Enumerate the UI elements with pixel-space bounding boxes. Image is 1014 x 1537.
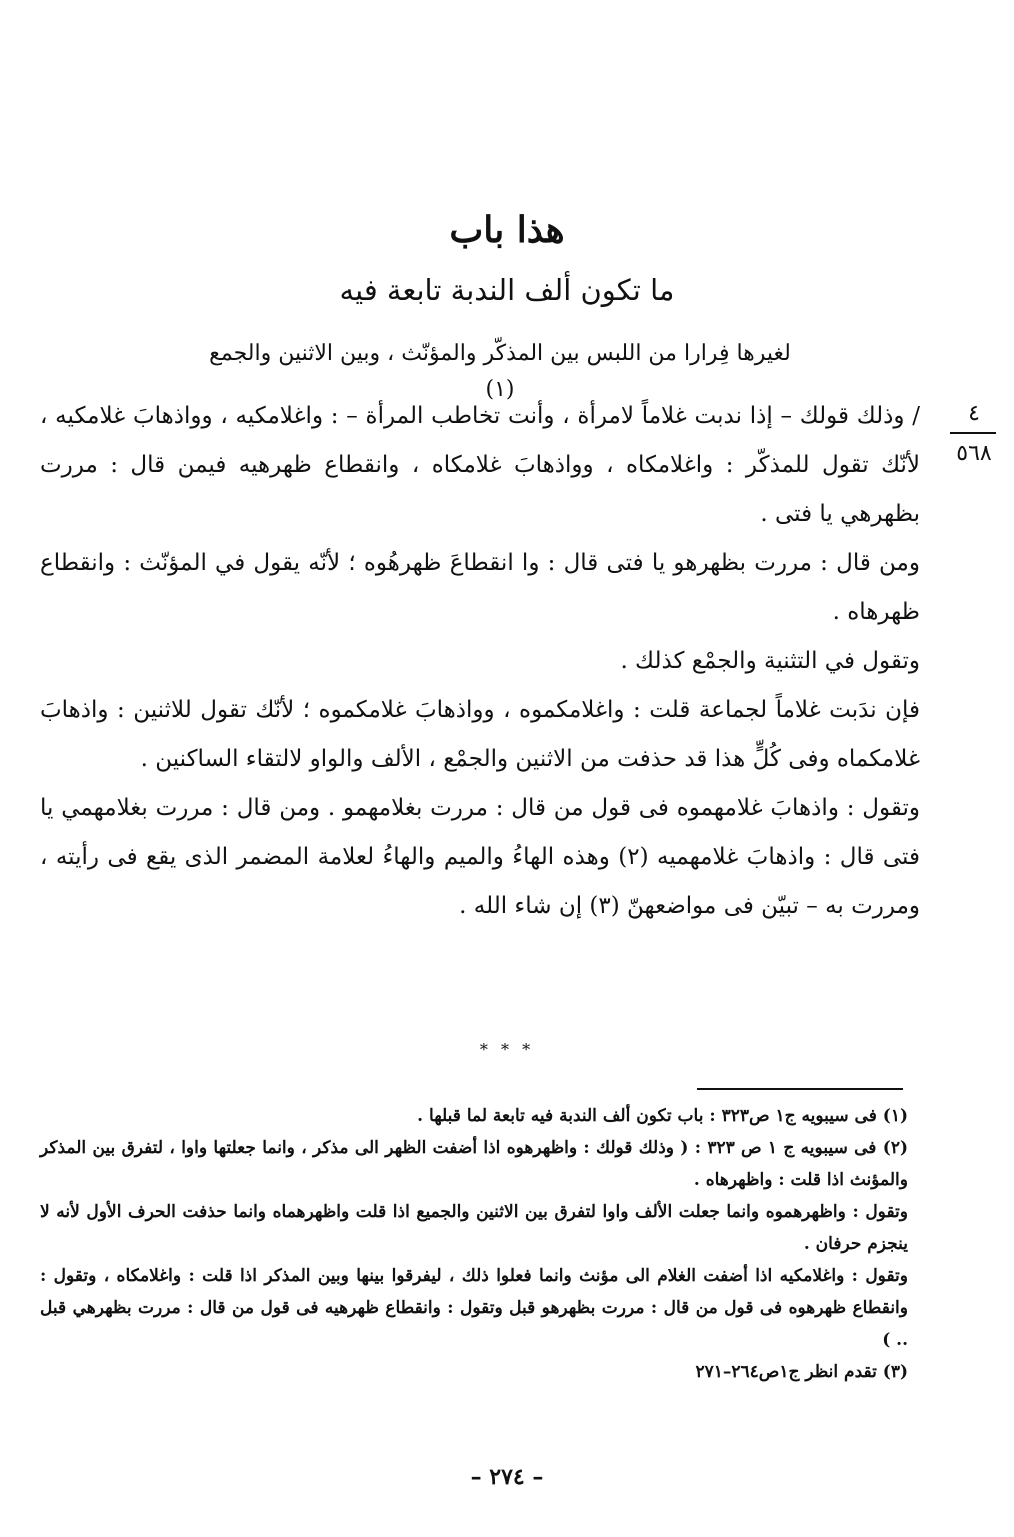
chapter-title: هذا باب	[449, 209, 565, 251]
footnote: وتقول : واظهرهموه وانما جعلت الألف واوا لتفرق بين الاثنين والجميع اذا قلت واظهرهماه وانما حذفت الحرف الأول لأنه لا ينجزم حرفان .	[40, 1202, 908, 1254]
footnote: (٢) فى سيبويه ج ١ ص ٣٢٣ : ( وذلك قولك : واظهرهوه اذا أضفت الظهر الى مذكر ، وانما جعلتها واوا ، لتفرق بين المذكر والمؤنث اذا قلت : واظهرهاه .	[40, 1138, 908, 1190]
margin-volume-number: ٤	[968, 401, 980, 426]
margin-page-reference: ٥٦٨	[956, 441, 992, 466]
footnote: وتقول : واغلامكيه اذا أضفت الغلام الى مؤنث وانما فعلوا ذلك ، ليفرقوا بينها وبين المذكر اذا قلت : واغلامكاه ، وتقول : وانقطاع ظهرهوه فى قول من قال : مررت بظهرهو قبل وتقول : وانقطاع ظهرهيه فى قول من قال : مررت بظهرهي قبل .. )	[40, 1266, 908, 1350]
section-separator: * * *	[479, 1040, 535, 1059]
chapter-subtitle-continuation: لغيرها فِرارا من اللبس بين المذكّر والمؤنّث ، وبين الاثنين والجمع (١)	[209, 341, 791, 402]
paragraph: فإن ندَبت غلاماً لجماعة قلت : واغلامكموه ، وواذهابَ غلامكموه ؛ لأنّك تقول للاثنين : واذهابَ غلامكماه وفى كُلٍّ هذا قد حذفت من الاثنين والجمْع ، الألف والواو لالتقاء الساكنين .	[40, 697, 920, 772]
footnote: (٣) تقدم انظر ج١ص٢٦٤–٢٧١	[695, 1362, 908, 1382]
chapter-subtitle: ما تكون ألف الندبة تابعة فيه	[339, 273, 675, 307]
margin-divider	[950, 432, 996, 434]
paragraph: / وذلك قولك – إذا ندبت غلاماً لامرأة ، وأنت تخاطب المرأة – : واغلامكيه ، وواذهابَ غلامكيه ، لأنّك تقول للمذكّر : واغلامكاه ، وواذهابَ غلامكاه ، وانقطاع ظهرهيه فيمن قال : مررت بظهرهي يا فتى .	[40, 403, 920, 527]
footnote: (١) فى سيبويه ج١ ص٣٢٣ : باب تكون ألف الندبة فيه تابعة لما قبلها .	[417, 1106, 908, 1126]
body-text	[40, 392, 920, 931]
page-number: – ٢٧٤ –	[470, 1464, 544, 1490]
paragraph: وتقول : واذهابَ غلامهموه فى قول من قال : مررت بغلامهمو . ومن قال : مررت بغلامهمي يا فتى قال : واذهابَ غلامهميه (٢) وهذه الهاءُ والميم والهاءُ لعلامة المضمر الذى يقع فى رأيته ، ومررت به – تبيّن فى مواضعهنّ (٣) إن شاء الله .	[40, 795, 920, 919]
footnotes	[40, 1100, 908, 1388]
paragraph: ومن قال : مررت بظهرهو يا فتى قال : وا انقطاعَ ظهرهُوه ؛ لأنّه يقول في المؤنّث : وانقطاع ظهرهاه .	[40, 550, 920, 625]
footnote-divider	[697, 1088, 903, 1090]
paragraph: وتقول في التثنية والجمْع كذلك .	[620, 648, 920, 674]
